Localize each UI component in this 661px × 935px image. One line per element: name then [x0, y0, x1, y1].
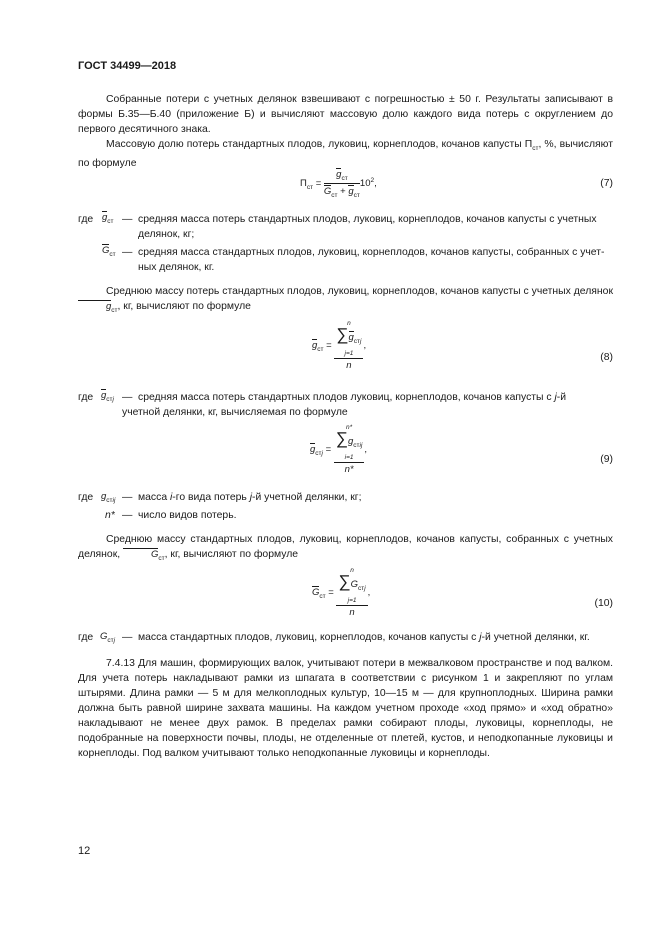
- where-label: где: [78, 632, 94, 643]
- def-G-st-line1: средняя масса стандартных плодов, луковиц, корнеплодов, кочанов капусты, собранных с учет-: [138, 247, 605, 258]
- def-g-st-line2: делянок, кг;: [138, 229, 195, 240]
- formula-7: $П_{ст}$ = $\frac{g_{ст}}{G_{ст} + g_{ст}}$ $10^2$,: [300, 169, 377, 199]
- symbol-G-st-j: $G_{стj}$: [100, 631, 116, 644]
- paragraph-mean-loss: Среднюю массу потерь стандартных плодов, луковиц, корнеплодов, кочанов капусты с учетных делянок $g_{ст}$, кг, вычисляют по формуле: [78, 284, 613, 318]
- symbol-g-st-j: $g_{стj}$: [101, 390, 114, 403]
- equation-number-7: (7): [600, 178, 613, 189]
- def-G-st-j: масса стандартных плодов, луковиц, корнеплодов, кочанов капусты с j-й учетной делянки, кг.: [138, 632, 590, 643]
- def-g-st-ij: масса i-го вида потерь j-й учетной делянки, кг;: [138, 492, 362, 503]
- paragraph-weighing: Собранные потери с учетных делянок взвешивают с погрешностью ± 50 г. Результаты записывают в формы Б.35—Б.40 (приложение Б) и вычисляют массовую долю каждого вида потерь с округлением до первого десятичного знака.: [78, 94, 613, 135]
- dash: —: [122, 632, 133, 643]
- where-label: где: [78, 392, 94, 403]
- dash: —: [122, 510, 133, 521]
- page-number: 12: [78, 845, 91, 857]
- formula-9: $g_{стj}$ = n* $\sum g_{стij}$ i=1 n* ,: [310, 424, 368, 475]
- def-g-st-line1: средняя масса потерь стандартных плодов, луковиц, корнеплодов, кочанов капусты с учетных: [138, 214, 597, 225]
- formula-10: $G_{ст}$ = n $\sum G_{стj}$ j=1 n ,: [312, 567, 371, 618]
- paragraph-mass-share: Массовую долю потерь стандартных плодов, луковиц, корнеплодов, кочанов капусты $П_{ст}$, %, вычисляют по формуле: [78, 139, 613, 169]
- symbol-g-st: $g_{ст}$: [102, 212, 114, 225]
- equation-number-8: (8): [600, 352, 613, 363]
- def-g-st-j-line2: учетной делянки, кг, вычисляемая по формуле: [122, 407, 348, 418]
- paragraph-7-4-13: 7.4.13 Для машин, формирующих валок, учитывают потери в межвалковом пространстве и под валком. Для учета потерь накладывают рамки из шпагата в соответствии с рисунком 1 и закрепляют по углам штырями. Длина рамки — 5 м для мелкоплодных культур, 10—15 м — для крупноплодных. Ширина рамки должна быть равной ширине захвата машины. На каждом учетном проходе «ход прямо» и «ход обратно» накладывают не менее двух рамок. В пределах рамки собирают плоды, луковицы, корнеплоды, не подобранные на поверхности почвы, плоды, не отделенные от плетей, кустов, и неподкопанные луковицы и корнеплоды. Под валком учитывают только неподкопанные луковицы и корнеплоды.: [78, 658, 613, 759]
- def-g-st-j-line1: средняя масса потерь стандартных плодов луковиц, корнеплодов, кочанов капусты с j-й: [138, 392, 567, 403]
- paragraph-mean-collected: Среднюю массу стандартных плодов, луковиц, корнеплодов, кочанов капусты, собранных с учетных делянок, $G_{ст}$, кг, вычисляют по формуле: [78, 534, 613, 562]
- dash: —: [122, 392, 133, 403]
- def-G-st-line2: ных делянок, кг.: [138, 262, 215, 273]
- where-label: где: [78, 492, 94, 503]
- symbol-n-star: n*: [105, 510, 115, 521]
- where-label: где: [78, 214, 94, 225]
- formula-8: $g_{ст}$ = n $\sum g_{стj}$ j=1 n ,: [312, 320, 367, 371]
- dash: —: [122, 214, 133, 225]
- symbol-g-st-ij: $g_{стij}$: [101, 491, 116, 504]
- equation-number-9: (9): [600, 454, 613, 465]
- dash: —: [122, 247, 133, 258]
- document-header: ГОСТ 34499—2018: [78, 60, 177, 72]
- def-n-star: число видов потерь.: [138, 510, 237, 521]
- equation-number-10: (10): [594, 598, 613, 609]
- symbol-G-st: $G_{ст}$: [102, 245, 116, 258]
- dash: —: [122, 492, 133, 503]
